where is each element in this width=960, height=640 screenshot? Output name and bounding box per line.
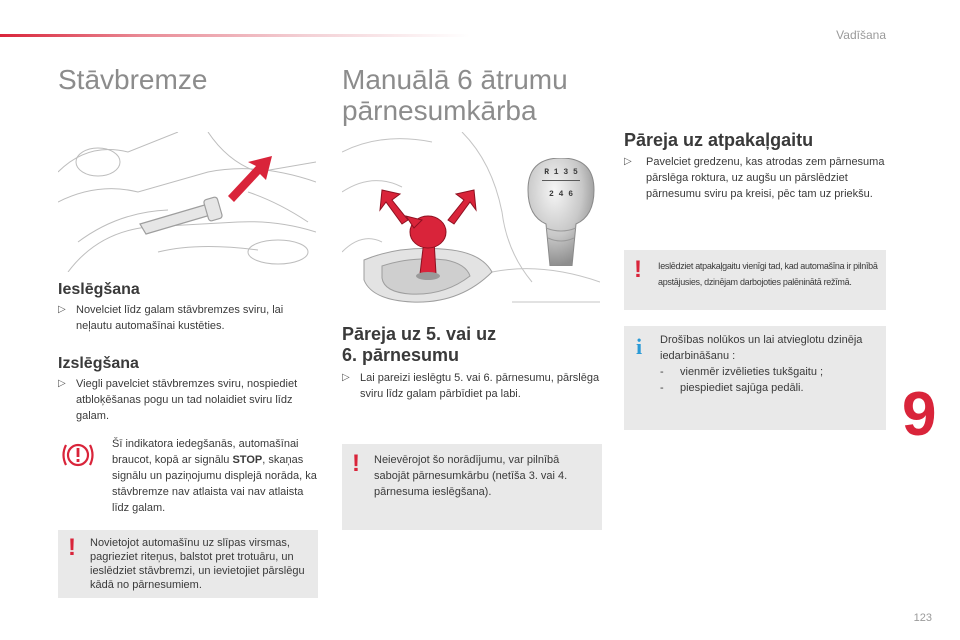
header-accent-bar [0, 34, 470, 37]
gear-knob-illustration [522, 158, 600, 266]
bullet-marker-icon: ▷ [342, 372, 350, 383]
gear56-instruction: ▷ Lai pareizi ieslēgtu 5. vai 6. pārnesumu, pārslēga sviru līdz galam pārbīdiet pa labi. [342, 372, 600, 400]
parking-brake-title: Stāvbremze [58, 64, 208, 95]
bullet-marker-icon: ▷ [624, 156, 632, 167]
release-heading: Izslēgšana [58, 355, 139, 372]
reverse-instruction: ▷ Pavelciet gredzenu, kas atrodas zem pārnesuma pārslēga roktura, uz augšu un pārslēdziet pārnesumu sviru pa kreisi, pēc tam uz priekšu. [624, 156, 885, 200]
gear56-heading-line2: 6. pārnesumu [342, 345, 460, 365]
knob-pattern-top: R 1 3 5 [544, 168, 578, 177]
knob-pattern-bottom: 2 4 6 [548, 190, 573, 199]
brake-warning-light-icon [60, 440, 96, 470]
exclamation-icon: ! [68, 534, 76, 561]
parking-brake-illustration [58, 132, 316, 272]
gear56-warning-box: ! Neievērojot šo norādījumu, var pilnībā sabojāt pārnesumkārbu (netīša 3. vai 4. pārnesuma ieslēgšana). [342, 444, 602, 530]
release-instruction: ▷ Viegli pavelciet stāvbremzes sviru, nospiediet atbloķēšanas pogu un tad nolaidiet sviru līdz galam. [58, 378, 298, 422]
exclamation-icon: ! [634, 256, 642, 283]
info-icon: i [636, 334, 643, 359]
gear56-heading-line1: Pāreja uz 5. vai uz [342, 324, 497, 344]
gearbox-title-line1: Manuālā 6 ātrumu [342, 64, 568, 95]
exclamation-icon: ! [352, 450, 360, 477]
engage-instruction: ▷ Novelciet līdz galam stāvbremzes sviru, lai neļautu automašīnai kustēties. [58, 304, 284, 332]
knob-pattern-line [542, 180, 580, 181]
parking-warning-box: ! Novietojot automašīnu uz slīpas virsmas, pagrieziet riteņus, balstot pret trotuāru, un ieslēdziet stāvbremzi, un ievietojiet pārslēgu kādā no pārnesumiem. [58, 530, 318, 598]
info-item: piespiediet sajūga pedāli. [680, 382, 804, 394]
page-number: 123 [913, 612, 932, 624]
indicator-note: Šī indikatora iedegšanās, automašīnai braucot, kopā ar signālu STOP, skaņas signālu un paziņojumu displejā norāda, ka stāvbremze nav atlaista vai nav atlaista līdz galam. [112, 438, 317, 514]
bullet-marker-icon: ▷ [58, 378, 66, 389]
info-item: vienmēr izvēlieties tukšgaitu ; [680, 366, 824, 378]
section-label: Vadīšana [836, 28, 886, 42]
engage-heading: Ieslēgšana [58, 281, 140, 298]
reverse-warning-box: ! Ieslēdziet atpakaļgaitu vienīgi tad, kad automašīna ir pilnībā apstājusies, dzinējam darbojoties palēninātā režīmā. [624, 250, 886, 310]
info-box: i Drošības nolūkos un lai atvieglotu dzinēja iedarbināšanu : - vienmēr izvēlieties tukšgaitu ; - piespiediet sajūga pedāli. [624, 326, 886, 430]
info-dash: - [660, 382, 664, 394]
bullet-marker-icon: ▷ [58, 304, 66, 315]
reverse-heading: Pāreja uz atpakaļgaitu [624, 130, 814, 150]
info-dash: - [660, 366, 664, 378]
chapter-number: 9 [902, 380, 937, 449]
gearbox-title-line2: pārnesumkārba [342, 95, 537, 126]
